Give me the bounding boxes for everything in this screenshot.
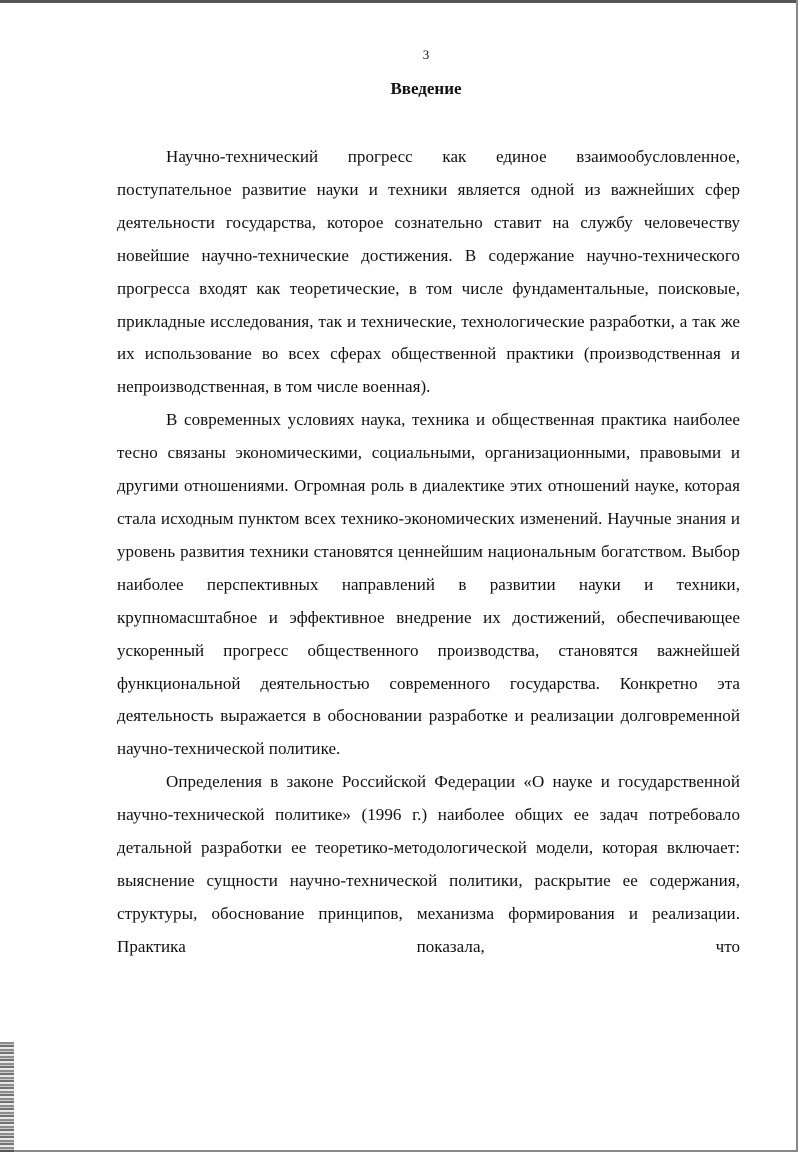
paragraph-3: Определения в законе Российской Федерации «О науке и государственной научно-технической политике» (1996 г.) наиболее общих ее задач потребовало детальной разработки ее теоретико-методологической модели, которая включает: выяснение сущности научно-технической политики, раскрытие ее содержания, структуры, обоснование принципов, механизма формирования и реализации. Практика показала, что	[117, 772, 740, 956]
paragraph-1: Научно-технический прогресс как единое взаимообусловленное, поступательное развитие науки и техники является одной из важнейших сфер деятельности государства, которое сознательно ставит на службу человечеству новейшие научно-технические достижения. В содержание научно-технического прогресса входят как теоретические, в том числе фундаментальные, поисковые, прикладные исследования, так и технические, технологические разработки, а так же их использование во всех сферах общественной практики (производственная и непроизводственная, в том числе военная).	[117, 147, 740, 397]
page-number: 3	[422, 47, 430, 62]
page-title: Введение	[390, 79, 462, 98]
scan-top-edge	[0, 0, 798, 3]
body-text	[117, 141, 740, 964]
paragraph-2: В современных условиях наука, техника и общественная практика наиболее тесно связаны экономическими, социальными, организационными, правовыми и другими отношениями. Огромная роль в диалектике этих отношений науке, которая стала исходным пунктом всех технико-экономических изменений. Научные знания и уровень развития техники становятся ценнейшим национальным богатством. Выбор наиболее перспективных направлений в развитии науки и техники, крупномасштабное и эффективное внедрение их достижений, обеспечивающее ускоренный прогресс общественного производства, становятся важнейшей функциональной деятельностью современного государства. Конкретно эта деятельность выражается в обосновании разработке и реализации долговременной научно-технической политике.	[117, 410, 740, 759]
scan-binding-noise	[0, 1042, 14, 1152]
